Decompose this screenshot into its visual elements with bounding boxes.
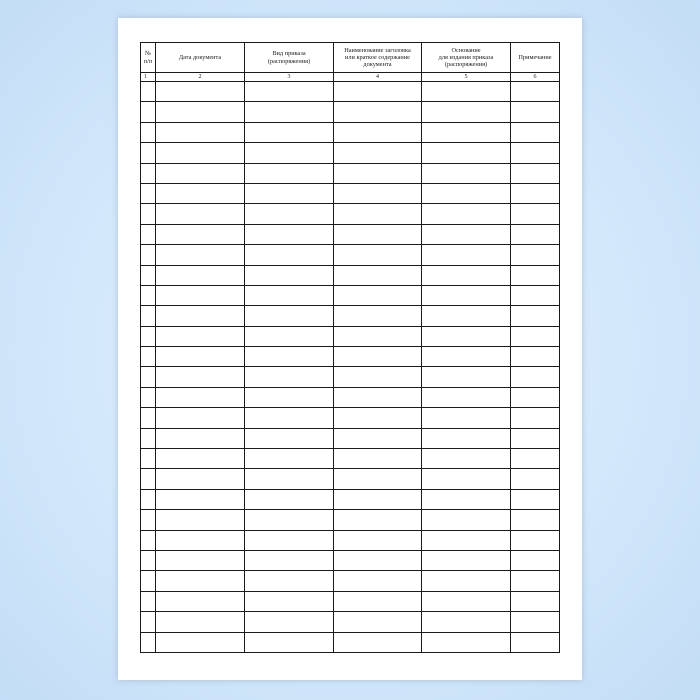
table-cell	[422, 163, 511, 183]
table-cell	[422, 347, 511, 367]
table-cell	[334, 428, 422, 448]
column-header-date: Дата документа	[156, 43, 245, 73]
table-cell	[511, 449, 560, 469]
table-cell	[245, 449, 334, 469]
table-cell	[334, 408, 422, 428]
table-cell	[156, 469, 245, 489]
column-number-row	[141, 73, 560, 82]
table-cell	[245, 82, 334, 102]
table-cell	[422, 245, 511, 265]
table-cell	[422, 306, 511, 326]
table-cell	[156, 387, 245, 407]
table-cell	[334, 285, 422, 305]
table-cell	[156, 449, 245, 469]
table-cell	[141, 122, 156, 142]
table-cell	[156, 163, 245, 183]
table-cell	[156, 408, 245, 428]
table-cell	[245, 530, 334, 550]
table-cell	[511, 612, 560, 632]
column-header-basis: Основание для издания приказа (распоряжения)	[422, 43, 511, 73]
table-cell	[141, 387, 156, 407]
column-header-order-type: Вид приказа (распоряжения)	[245, 43, 334, 73]
table-cell	[156, 285, 245, 305]
table-cell	[245, 285, 334, 305]
table-cell	[156, 510, 245, 530]
table-cell	[141, 183, 156, 203]
table-cell	[422, 367, 511, 387]
table-cell	[245, 265, 334, 285]
table-cell	[422, 489, 511, 509]
table-cell	[422, 387, 511, 407]
table-cell	[245, 550, 334, 570]
table-cell	[245, 102, 334, 122]
table-cell	[156, 530, 245, 550]
table-cell	[141, 489, 156, 509]
table-cell	[422, 632, 511, 652]
table-cell	[156, 550, 245, 570]
table-cell	[422, 122, 511, 142]
table-cell	[156, 204, 245, 224]
table-cell	[141, 285, 156, 305]
table-cell	[511, 122, 560, 142]
table-cell	[422, 326, 511, 346]
table-row	[141, 510, 560, 530]
table-cell	[334, 102, 422, 122]
table-row	[141, 285, 560, 305]
table-cell	[245, 163, 334, 183]
table-cell	[156, 428, 245, 448]
table-row	[141, 347, 560, 367]
table-row	[141, 489, 560, 509]
table-row	[141, 183, 560, 203]
table-cell	[334, 612, 422, 632]
table-cell	[141, 469, 156, 489]
table-cell	[141, 367, 156, 387]
table-cell	[156, 367, 245, 387]
table-row	[141, 530, 560, 550]
table-cell	[141, 82, 156, 102]
table-row	[141, 449, 560, 469]
table-cell	[141, 571, 156, 591]
table-cell	[511, 224, 560, 244]
column-number: 3	[245, 73, 334, 82]
table-cell	[511, 183, 560, 203]
table-cell	[245, 204, 334, 224]
table-cell	[245, 224, 334, 244]
table-row	[141, 82, 560, 102]
table-cell	[334, 245, 422, 265]
table-row	[141, 571, 560, 591]
table-cell	[334, 591, 422, 611]
table-cell	[141, 306, 156, 326]
table-row	[141, 408, 560, 428]
table-cell	[245, 632, 334, 652]
table-cell	[511, 489, 560, 509]
table-cell	[511, 245, 560, 265]
table-cell	[422, 591, 511, 611]
table-cell	[245, 428, 334, 448]
column-number: 6	[511, 73, 560, 82]
table-cell	[245, 489, 334, 509]
table-cell	[334, 550, 422, 570]
table-row	[141, 387, 560, 407]
table-cell	[156, 489, 245, 509]
table-row	[141, 102, 560, 122]
table-cell	[141, 408, 156, 428]
table-row	[141, 632, 560, 652]
table-cell	[141, 510, 156, 530]
table-cell	[511, 530, 560, 550]
table-row	[141, 204, 560, 224]
table-row	[141, 143, 560, 163]
table-cell	[156, 571, 245, 591]
table-cell	[422, 612, 511, 632]
table-cell	[245, 245, 334, 265]
table-cell	[334, 143, 422, 163]
table-row	[141, 367, 560, 387]
table-cell	[245, 143, 334, 163]
table-cell	[334, 530, 422, 550]
table-cell	[334, 306, 422, 326]
table-cell	[334, 449, 422, 469]
table-cell	[422, 469, 511, 489]
table-cell	[141, 163, 156, 183]
table-cell	[156, 612, 245, 632]
table-cell	[422, 224, 511, 244]
table-cell	[334, 82, 422, 102]
table-row	[141, 550, 560, 570]
table-cell	[334, 347, 422, 367]
table-cell	[245, 571, 334, 591]
table-cell	[141, 530, 156, 550]
table-cell	[141, 143, 156, 163]
table-cell	[245, 591, 334, 611]
table-cell	[422, 530, 511, 550]
column-number: 1	[141, 73, 156, 82]
table-cell	[422, 143, 511, 163]
table-cell	[245, 408, 334, 428]
column-number: 5	[422, 73, 511, 82]
table-header-row	[141, 43, 560, 73]
table-cell	[141, 245, 156, 265]
table-cell	[156, 591, 245, 611]
table-cell	[141, 550, 156, 570]
table-cell	[245, 510, 334, 530]
table-cell	[245, 347, 334, 367]
table-cell	[511, 143, 560, 163]
table-cell	[422, 285, 511, 305]
table-cell	[511, 163, 560, 183]
table-cell	[334, 469, 422, 489]
table-cell	[334, 265, 422, 285]
table-cell	[334, 326, 422, 346]
table-cell	[511, 347, 560, 367]
table-row	[141, 122, 560, 142]
table-cell	[245, 122, 334, 142]
document-page	[118, 18, 582, 680]
table-cell	[141, 204, 156, 224]
table-cell	[156, 143, 245, 163]
table-cell	[511, 632, 560, 652]
table-cell	[156, 632, 245, 652]
table-cell	[511, 265, 560, 285]
table-cell	[334, 489, 422, 509]
table-cell	[156, 224, 245, 244]
table-row	[141, 326, 560, 346]
table-cell	[334, 510, 422, 530]
table-cell	[141, 224, 156, 244]
column-header-title: Наименование заголовка или краткое содержание документа	[334, 43, 422, 73]
table-cell	[422, 102, 511, 122]
table-cell	[511, 326, 560, 346]
table-cell	[511, 510, 560, 530]
column-number: 4	[334, 73, 422, 82]
table-cell	[511, 550, 560, 570]
table-row	[141, 224, 560, 244]
table-cell	[511, 306, 560, 326]
table-cell	[141, 347, 156, 367]
column-header-number: № п/п	[141, 43, 156, 73]
table-cell	[141, 449, 156, 469]
table-row	[141, 428, 560, 448]
column-header-note: Примечание	[511, 43, 560, 73]
table-cell	[511, 408, 560, 428]
table-row	[141, 265, 560, 285]
table-cell	[141, 612, 156, 632]
table-cell	[422, 428, 511, 448]
table-cell	[334, 367, 422, 387]
table-cell	[141, 428, 156, 448]
table-cell	[245, 183, 334, 203]
table-row	[141, 163, 560, 183]
table-cell	[156, 265, 245, 285]
table-row	[141, 469, 560, 489]
table-cell	[511, 102, 560, 122]
table-cell	[334, 183, 422, 203]
table-cell	[511, 571, 560, 591]
table-cell	[156, 183, 245, 203]
table-cell	[156, 326, 245, 346]
table-cell	[156, 245, 245, 265]
table-cell	[511, 82, 560, 102]
table-cell	[422, 550, 511, 570]
table-cell	[334, 204, 422, 224]
table-row	[141, 245, 560, 265]
table-cell	[141, 591, 156, 611]
table-cell	[245, 306, 334, 326]
table-cell	[245, 367, 334, 387]
table-cell	[334, 122, 422, 142]
register-table	[140, 42, 560, 653]
table-cell	[156, 122, 245, 142]
table-cell	[334, 387, 422, 407]
table-row	[141, 306, 560, 326]
table-cell	[245, 387, 334, 407]
table-cell	[422, 510, 511, 530]
table-cell	[334, 224, 422, 244]
table-cell	[511, 591, 560, 611]
table-cell	[422, 82, 511, 102]
table-cell	[141, 102, 156, 122]
table-cell	[511, 428, 560, 448]
table-cell	[334, 571, 422, 591]
table-cell	[245, 326, 334, 346]
table-cell	[511, 285, 560, 305]
table-cell	[156, 102, 245, 122]
table-cell	[141, 632, 156, 652]
table-cell	[511, 469, 560, 489]
table-cell	[422, 265, 511, 285]
table-cell	[511, 367, 560, 387]
column-number: 2	[156, 73, 245, 82]
table-cell	[141, 265, 156, 285]
table-cell	[334, 163, 422, 183]
table-cell	[422, 449, 511, 469]
table-cell	[156, 82, 245, 102]
table-cell	[334, 632, 422, 652]
table-cell	[245, 469, 334, 489]
table-cell	[422, 204, 511, 224]
table-cell	[511, 204, 560, 224]
table-cell	[156, 347, 245, 367]
table-cell	[422, 408, 511, 428]
table-cell	[141, 326, 156, 346]
table-row	[141, 612, 560, 632]
table-cell	[511, 387, 560, 407]
table-row	[141, 591, 560, 611]
table-cell	[156, 306, 245, 326]
table-cell	[422, 183, 511, 203]
table-cell	[245, 612, 334, 632]
table-cell	[422, 571, 511, 591]
